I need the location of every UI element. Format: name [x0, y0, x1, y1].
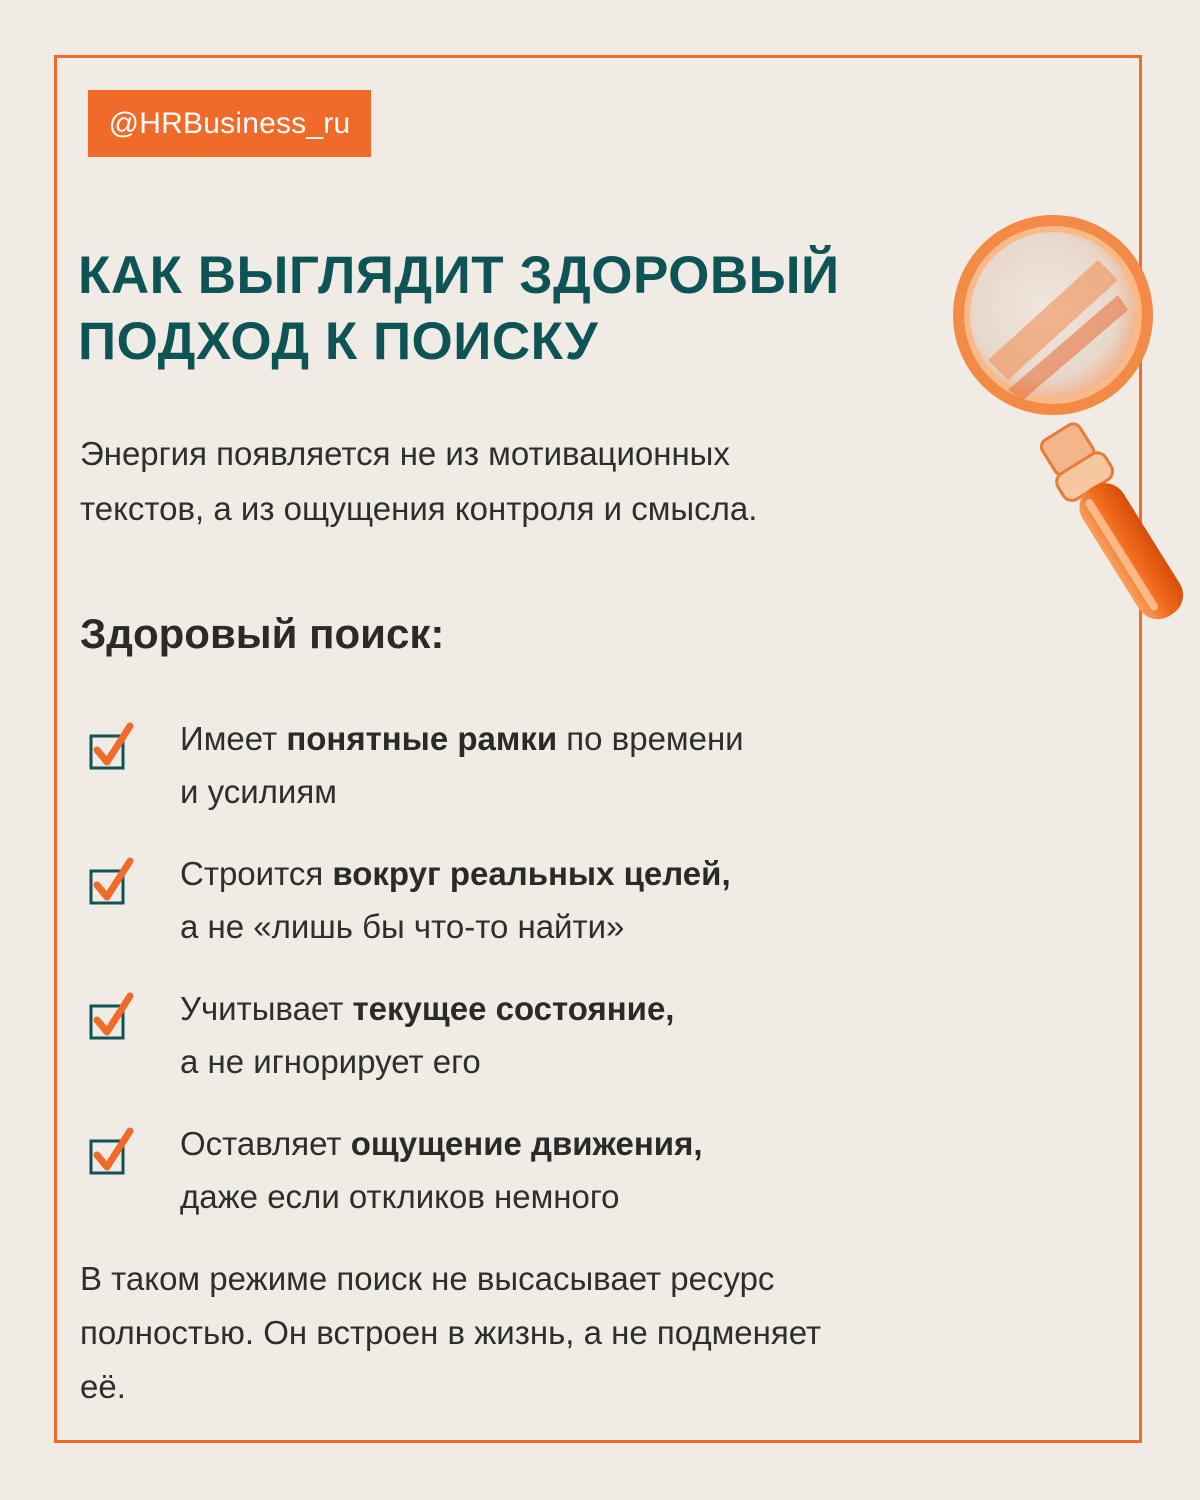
item-text-bold: понятные рамки [286, 720, 558, 757]
section-heading: Здоровый поиск: [80, 610, 445, 657]
lead-line-2: текстов, а из ощущения контроля и смысла. [80, 490, 758, 527]
list-item-text [180, 1117, 940, 1223]
checkbox-check-icon [88, 992, 134, 1042]
list-item [88, 712, 948, 847]
list-item [88, 847, 948, 982]
account-handle-badge: @HRBusiness_ru [88, 90, 371, 157]
item-text-line-2: а не игнорирует его [180, 1043, 481, 1080]
magnifier-icon [948, 200, 1200, 650]
item-text-regular: Учитывает [180, 990, 353, 1027]
checkbox-check-icon [88, 722, 134, 772]
item-text-regular-end: по времени [557, 720, 744, 757]
outro-line-3: её. [80, 1368, 126, 1405]
lead-text [80, 426, 980, 536]
lead-line-1: Энергия появляется не из мотивационных [80, 435, 730, 472]
title-line-2: ПОДХОД К ПОИСКУ [78, 312, 599, 371]
checkbox-check-icon [88, 857, 134, 907]
item-text-line-2: а не «лишь бы что-то найти» [180, 908, 625, 945]
page-title [78, 243, 938, 375]
list-item-text [180, 982, 940, 1088]
list-item-text [180, 712, 940, 818]
outro-line-2: полностью. Он встроен в жизнь, а не подменяет [80, 1314, 822, 1351]
checklist [88, 712, 948, 1252]
item-text-regular: Оставляет [180, 1125, 351, 1162]
item-text-line-2: и усилиям [180, 773, 337, 810]
item-text-bold: вокруг реальных целей, [332, 855, 731, 892]
item-text-line-2: даже если откликов немного [180, 1178, 620, 1215]
list-item-text [180, 847, 940, 953]
item-text-regular: Строится [180, 855, 333, 892]
list-item [88, 982, 948, 1117]
closing-text [80, 1252, 1080, 1414]
item-text-regular: Имеет [180, 720, 287, 757]
outro-line-1: В таком режиме поиск не высасывает ресурс [80, 1260, 775, 1297]
list-item [88, 1117, 948, 1252]
title-line-1: КАК ВЫГЛЯДИТ ЗДОРОВЫЙ [78, 246, 840, 305]
item-text-bold: ощущение движения, [350, 1125, 703, 1162]
item-text-bold: текущее состояние, [352, 990, 675, 1027]
checkbox-check-icon [88, 1127, 134, 1177]
